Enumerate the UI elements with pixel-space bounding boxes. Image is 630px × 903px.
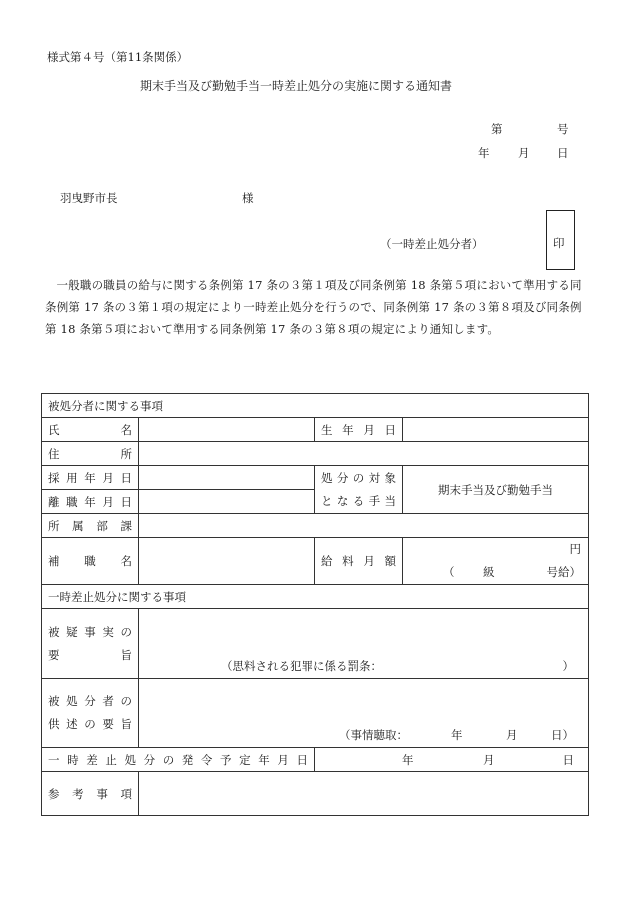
hearing-year: 年	[451, 728, 463, 742]
number-prefix: 第	[491, 122, 503, 136]
field-hire-date[interactable]	[139, 466, 315, 490]
label-address: 住 所	[42, 442, 139, 466]
form-number: 様式第４号（第11条関係）	[47, 50, 189, 64]
honorific: 様	[242, 191, 254, 205]
sender-label: （一時差止処分者）	[380, 237, 484, 251]
addressee: 羽曳野市長	[60, 191, 118, 205]
field-birthdate[interactable]	[403, 418, 589, 442]
hearing-month: 月	[506, 728, 518, 742]
field-remarks[interactable]	[139, 772, 589, 816]
section-header-subject: 被処分者に関する事項	[42, 394, 589, 418]
label-remarks: 参考事項	[42, 772, 139, 816]
step-label: 号給）	[546, 565, 581, 579]
label-hire-date: 採用年月日	[42, 466, 139, 490]
date-month-label: 月	[518, 146, 530, 160]
hearing-label: （事情聴取：	[339, 728, 408, 742]
field-salary[interactable]	[403, 538, 589, 585]
date-year-label: 年	[478, 146, 490, 160]
label-salary: 給料月額	[315, 538, 403, 585]
label-statement-summary: 被処分者の 供述の要旨	[42, 679, 139, 748]
target-allowance-value: 期末手当及び勤勉手当	[403, 466, 589, 514]
date-day-label: 日	[557, 146, 569, 160]
issue-month: 月	[483, 753, 495, 767]
grade-open: （	[443, 565, 455, 579]
label-position: 補職名	[42, 538, 139, 585]
field-position[interactable]	[139, 538, 315, 585]
label-target-allowance: 処分の対象 となる手当	[315, 466, 403, 514]
label-name: 氏 名	[42, 418, 139, 442]
notice-form-table	[41, 393, 589, 816]
label-leave-date: 離職年月日	[42, 490, 139, 514]
field-facts-summary[interactable]	[139, 609, 589, 679]
seal-label: 印	[553, 236, 565, 250]
penalty-clause-close: ）	[562, 659, 574, 673]
field-leave-date[interactable]	[139, 490, 315, 514]
label-birthdate: 生 年 月 日	[315, 418, 403, 442]
number-suffix: 号	[557, 122, 569, 136]
grade-label: 級	[483, 565, 495, 579]
issue-day: 日	[562, 753, 574, 767]
yen-unit: 円	[569, 542, 581, 556]
field-statement-summary[interactable]	[139, 679, 589, 748]
issue-year: 年	[402, 753, 414, 767]
label-facts-summary: 被疑事実の 要旨	[42, 609, 139, 679]
field-name[interactable]	[139, 418, 315, 442]
field-address[interactable]	[139, 442, 589, 466]
document-title: 期末手当及び勤勉手当一時差止処分の実施に関する通知書	[140, 79, 453, 93]
seal-box	[546, 210, 575, 270]
body-paragraph: 一般職の職員の給与に関する条例第 17 条の３第１項及び同条例第 18 条第５項において準用する同条例第 17 条の３第１項の規定により一時差止処分を行うので、同条例第 17 条の３第８項及び同条例第 18 条第５項において準用する同条例第 17 条の３第８項の規定により通知します。	[45, 278, 582, 336]
label-issue-date: 一時差止処分の発令予定年月日	[42, 748, 315, 772]
field-issue-date[interactable]	[315, 748, 589, 772]
label-department: 所属部課	[42, 514, 139, 538]
hearing-day: 日）	[551, 728, 574, 742]
field-department[interactable]	[139, 514, 589, 538]
section-header-suspension: 一時差止処分に関する事項	[42, 585, 589, 609]
penalty-clause-note: （思料される犯罪に係る罰条：	[221, 659, 382, 673]
